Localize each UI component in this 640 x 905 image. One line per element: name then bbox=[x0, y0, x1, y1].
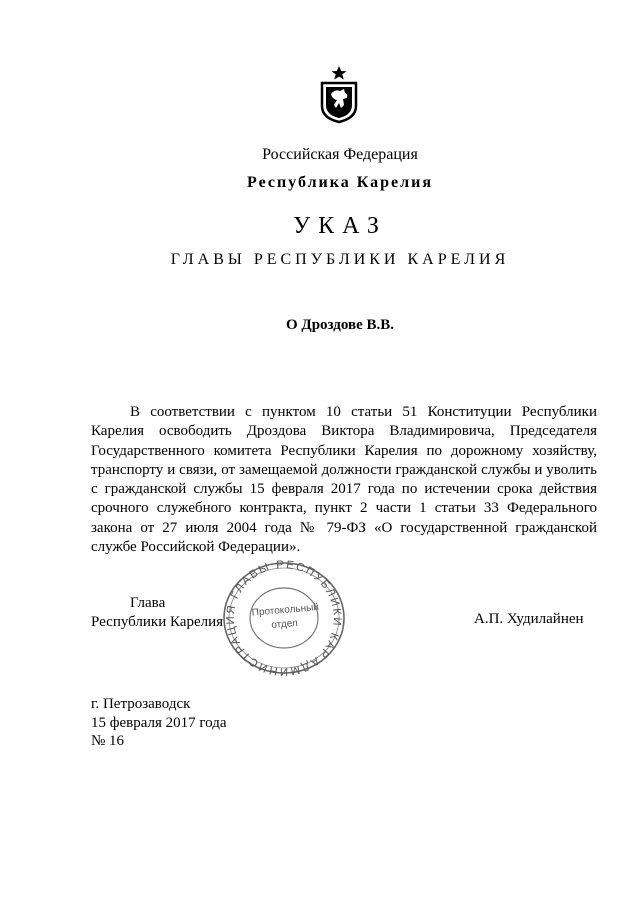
federation-heading: Российская Федерация bbox=[262, 146, 418, 163]
signatory-name: А.П. Худилайнен bbox=[474, 611, 584, 627]
republic-heading: Республика Карелия bbox=[247, 174, 433, 191]
signature-title-line2: Республики Карелия bbox=[91, 613, 224, 630]
decree-body-paragraph bbox=[91, 403, 597, 557]
signature-title-line1: Глава bbox=[130, 595, 166, 611]
signature-title bbox=[91, 594, 223, 631]
decree-date: 15 февраля 2017 года bbox=[91, 714, 227, 731]
decree-title: УКАЗ bbox=[293, 213, 387, 239]
decree-city: г. Петрозаводск bbox=[91, 696, 191, 712]
decree-footer bbox=[91, 695, 227, 751]
stamp-outer-textpath: АДМИНИСТРАЦИЯ ГЛАВЫ РЕСПУБЛИКИ КАРЕЛИЯ bbox=[224, 559, 344, 677]
stamp-outer-text bbox=[220, 559, 348, 677]
decree-body-text: В соответствии с пунктом 10 статьи 51 Конституции Республики Карелия освободить Дроздова Виктора Владимировича, Председателя Государственного комитета Республики Карелия по дорожному хозяйству, транспорту и связи, от замещаемой должности гражданской службы и уволить с гражданской службы 15 февраля 2017 года по истечении срока действия срочного служебного контракта, пункт 2 части 1 статьи 33 Федерального закона от 27 июля 2004 года № 79-ФЗ «О государственной гражданской службе Российской Федерации». bbox=[91, 404, 597, 556]
decree-subtitle: ГЛАВЫ РЕСПУБЛИКИ КАРЕЛИЯ bbox=[170, 251, 510, 268]
protocol-department-stamp bbox=[220, 559, 348, 677]
karelia-coat-of-arms-icon bbox=[319, 64, 359, 124]
decree-number: № 16 bbox=[91, 733, 125, 749]
stamp-inner-line1: Протокольный bbox=[251, 601, 320, 619]
stamp-inner-line2: отдел bbox=[270, 617, 299, 632]
decree-subject: О Дроздове В.В. bbox=[285, 317, 395, 333]
